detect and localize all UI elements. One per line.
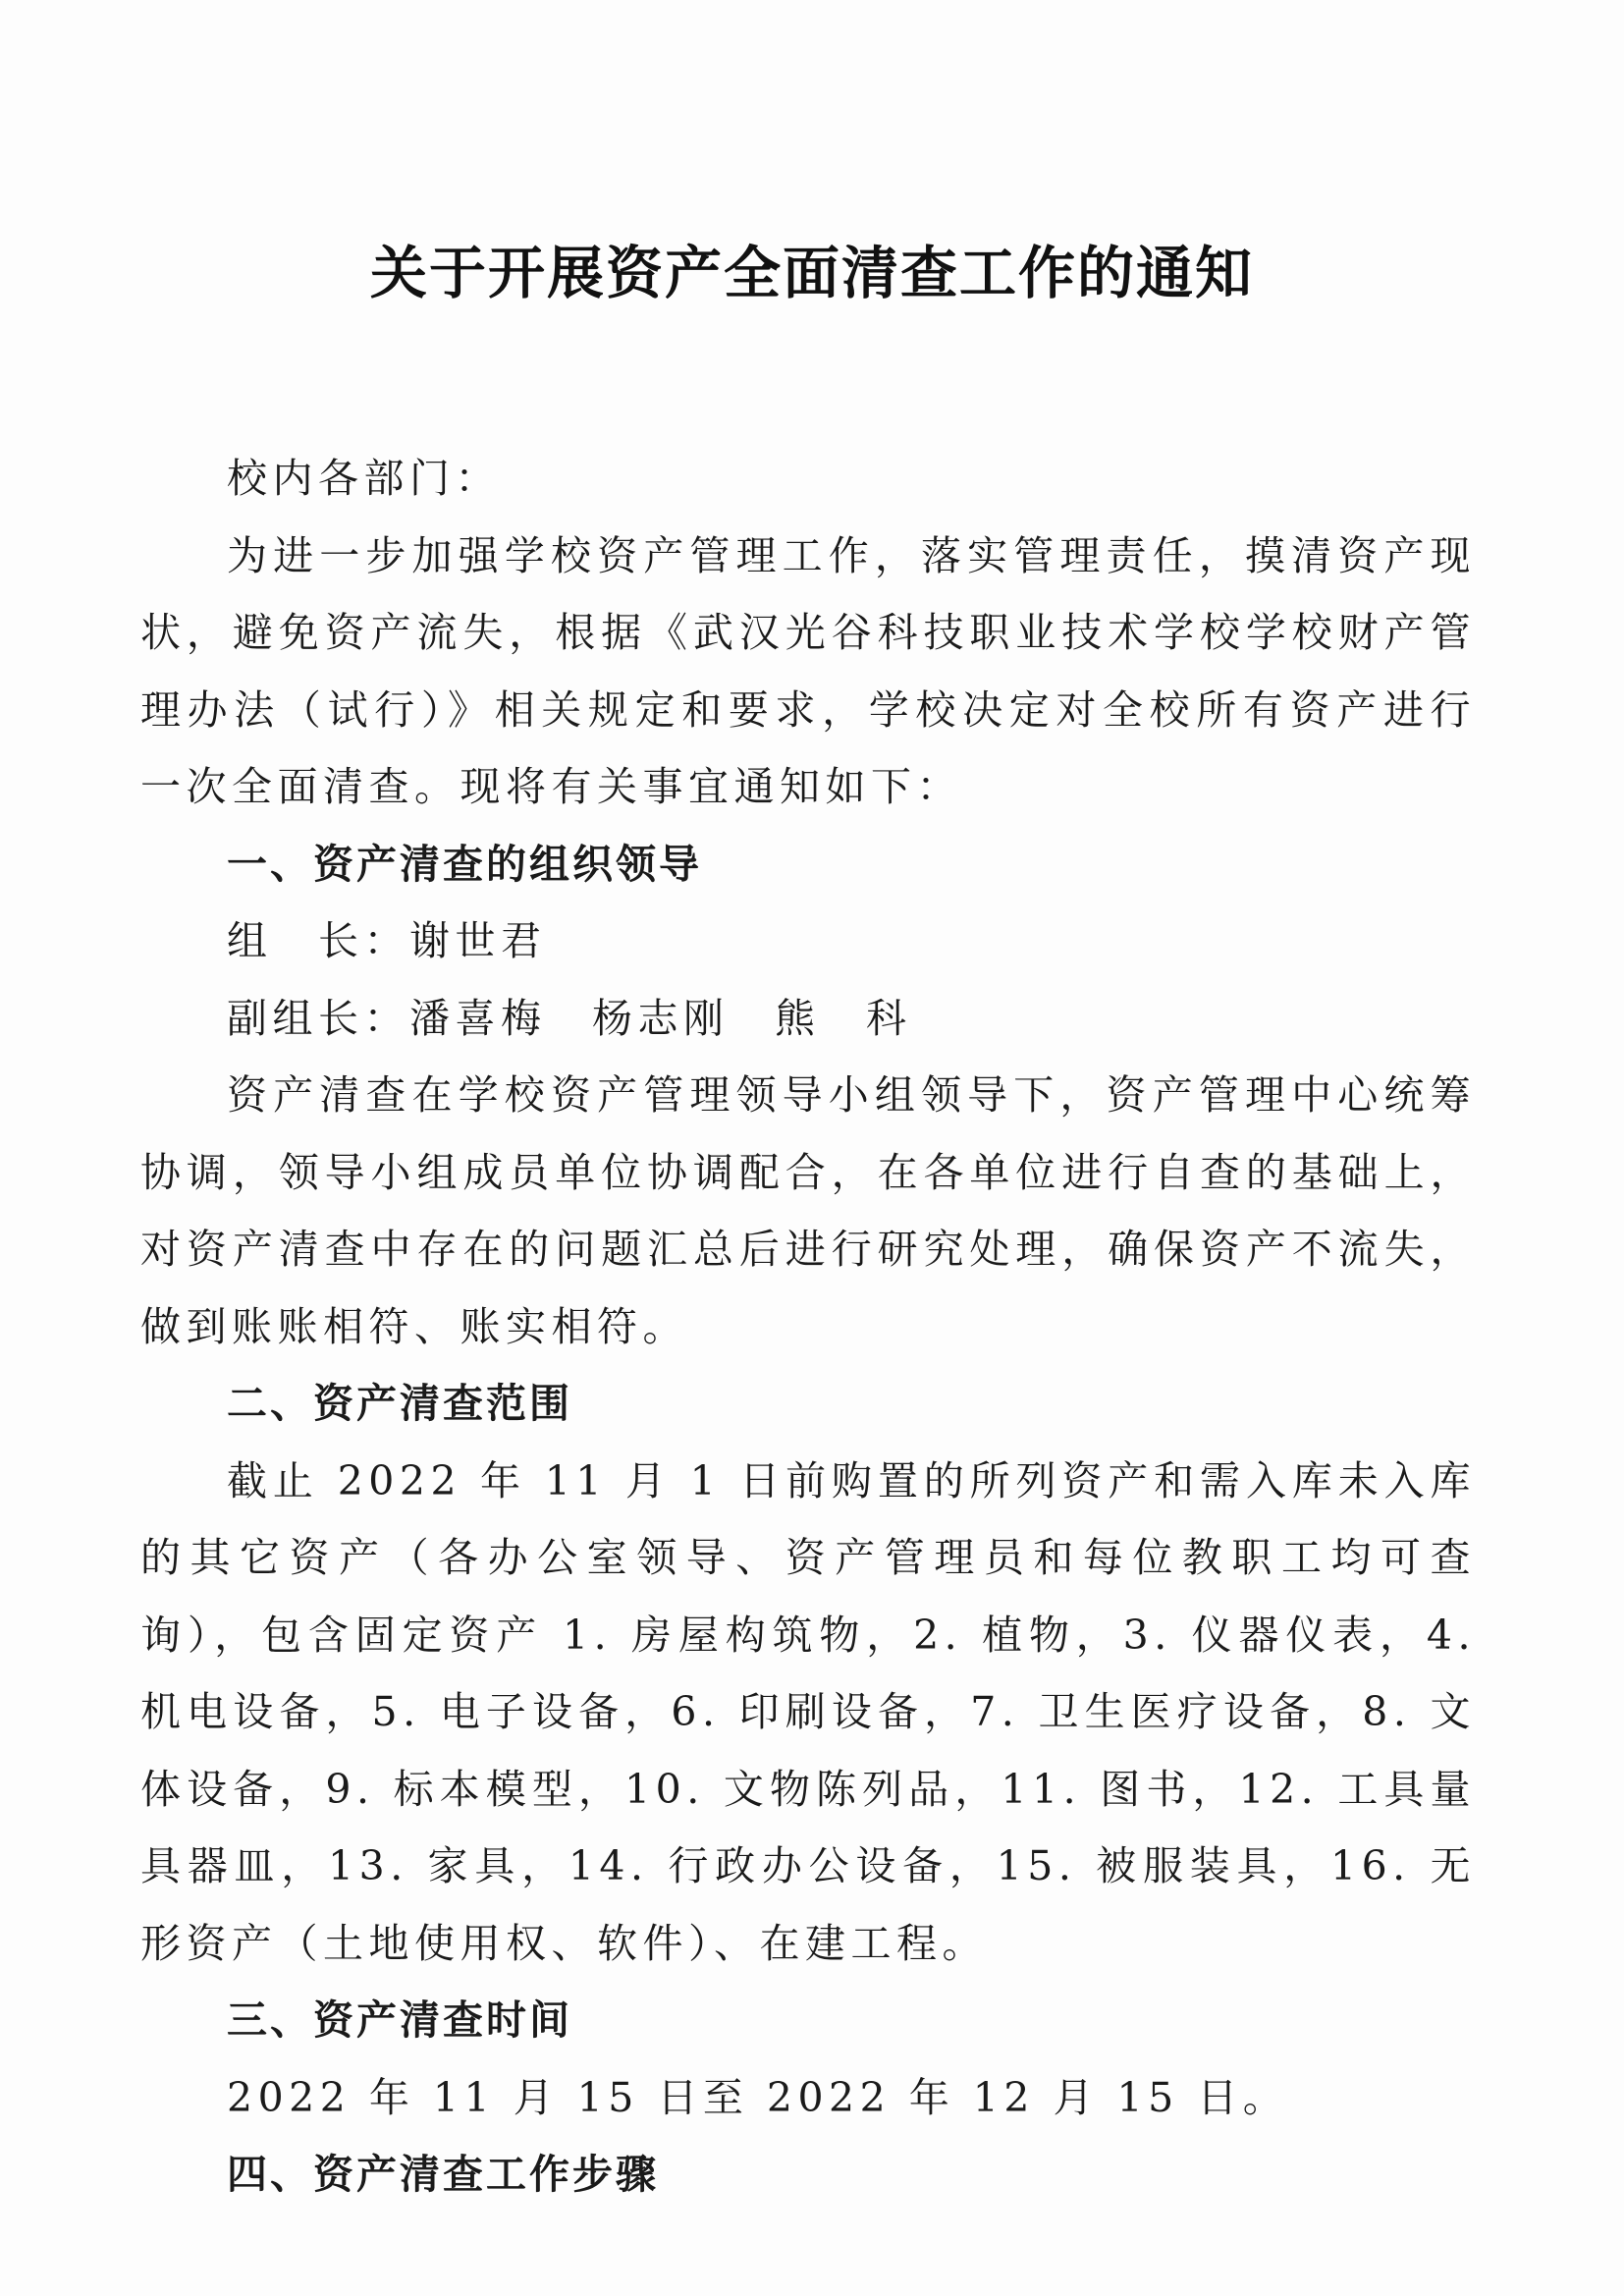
scope-paragraph: 截止 2022 年 11 月 1 日前购置的所列资产和需入库未入库的其它资产（各办公室领导、资产管理员和每位教职工均可查询），包含固定资产 1. 房屋构筑物，2. 植物，3. 仪器仪表，4. 机电设备，5. 电子设备，6. 印刷设备，7. 卫生医疗设备，8. 文体设备，9. 标本模型，10. 文物陈列品，11. 图书，12. 工具量具器皿，13. 家具，14. 行政办公设备，15. 被服装具，16. 无形资产（土地使用权、软件）、在建工程。: [140, 1456, 1476, 1967]
document-title: 关于开展资产全面清查工作的通知: [369, 240, 1254, 306]
document-body: [140, 440, 1476, 2214]
time-paragraph: 2022 年 11 月 15 日至 2022 年 12 月 15 日。: [227, 2073, 1289, 2121]
section-heading-organization: 一、资产清查的组织领导: [227, 840, 702, 888]
intro-paragraph: 为进一步加强学校资产管理工作，落实管理责任，摸清资产现状，避免资产流失，根据《武汉光谷科技职业技术学校学校财产管理办法（试行）》相关规定和要求，学校决定对全校所有资产进行一次全面清查。现将有关事宜通知如下：: [140, 531, 1476, 810]
section-heading-time: 三、资产清查时间: [227, 1996, 572, 2044]
organization-paragraph: 资产清查在学校资产管理领导小组领导下，资产管理中心统筹协调，领导小组成员单位协调配合，在各单位进行自查的基础上，对资产清查中存在的问题汇总后进行研究处理，确保资产不流失，做到账账相符、账实相符。: [140, 1071, 1476, 1350]
deputy-leader-line: 副组长：潘喜梅 杨志刚 熊 科: [227, 994, 912, 1042]
group-leader-line: 组 长：谢世君: [227, 917, 547, 964]
section-heading-scope: 二、资产清查范围: [227, 1380, 572, 1427]
section-heading-steps: 四、资产清查工作步骤: [227, 2151, 659, 2198]
salutation: 校内各部门：: [227, 455, 501, 502]
